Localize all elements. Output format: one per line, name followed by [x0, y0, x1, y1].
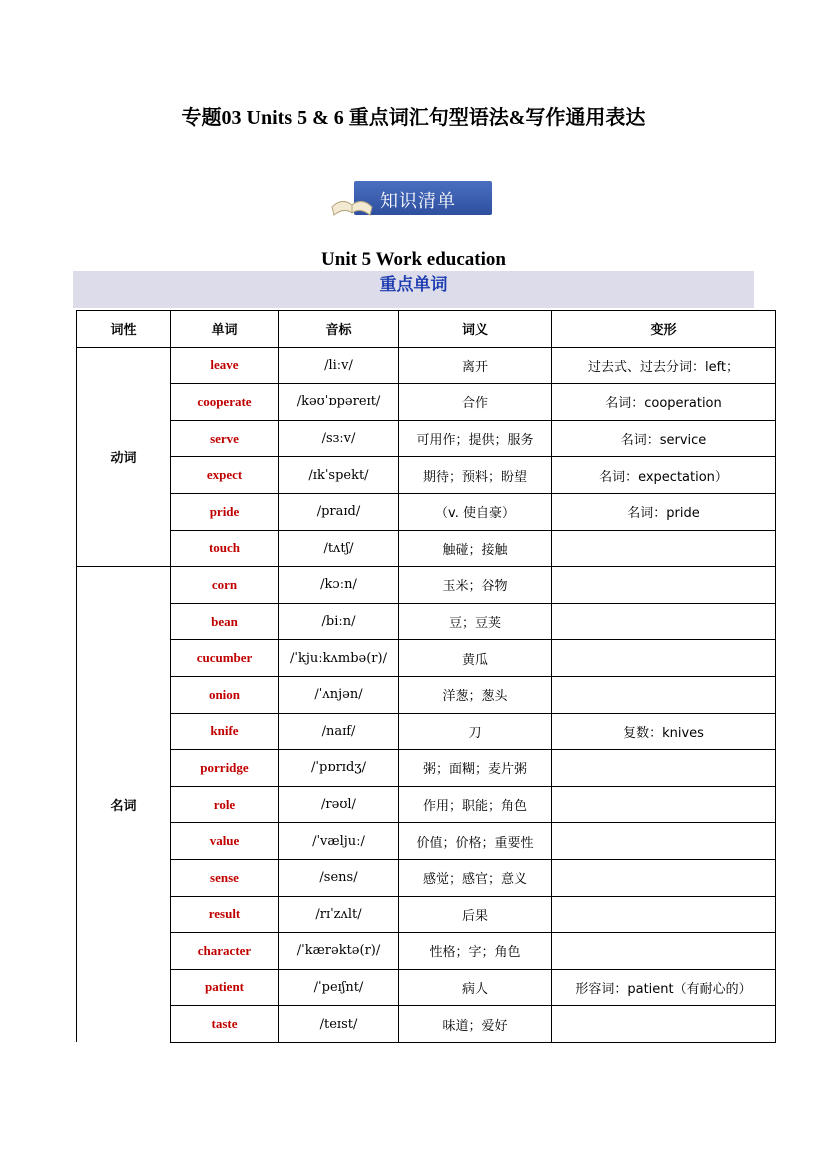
form-cell [552, 786, 776, 823]
form-cell: 名词：service [552, 420, 776, 457]
mean-cell: 性格；字；角色 [399, 933, 552, 970]
word-cell: leave [171, 347, 279, 384]
table-row [77, 676, 776, 713]
word-cell: corn [171, 567, 279, 604]
mean-cell: 合作 [399, 384, 552, 421]
form-cell: 名词：pride [552, 493, 776, 530]
ipa-cell: /ˈʌnjən/ [279, 676, 399, 713]
ipa-cell: /naɪf/ [279, 713, 399, 750]
book-icon [330, 193, 374, 217]
word-cell: character [171, 933, 279, 970]
word-cell: bean [171, 603, 279, 640]
table-body [77, 347, 776, 1042]
ipa-cell: /ˈkærəktə(r)/ [279, 933, 399, 970]
mean-cell: 作用；职能；角色 [399, 786, 552, 823]
mean-cell: 期待；预料；盼望 [399, 457, 552, 494]
table-row [77, 530, 776, 567]
form-cell [552, 896, 776, 933]
form-cell [552, 676, 776, 713]
table-header-row [77, 311, 776, 348]
mean-cell: （v. 使自豪） [399, 493, 552, 530]
word-cell: knife [171, 713, 279, 750]
ipa-cell: /praɪd/ [279, 493, 399, 530]
form-cell [552, 530, 776, 567]
form-cell [552, 603, 776, 640]
word-cell: role [171, 786, 279, 823]
ipa-cell: /ˈvæljuː/ [279, 823, 399, 860]
form-cell [552, 640, 776, 677]
document-title: 专题03 Units 5 & 6 重点词汇句型语法&写作通用表达 [181, 107, 646, 129]
form-cell [552, 823, 776, 860]
word-cell: onion [171, 676, 279, 713]
ipa-cell: /kəʊˈɒpəreɪt/ [279, 384, 399, 421]
table-row [77, 859, 776, 896]
mean-cell: 价值；价格；重要性 [399, 823, 552, 860]
ipa-cell: /rɪˈzʌlt/ [279, 896, 399, 933]
badge-label: 知识清单 [380, 191, 456, 212]
word-cell: pride [171, 493, 279, 530]
ipa-cell: /kɔːn/ [279, 567, 399, 604]
header-pos: 词性 [77, 311, 171, 348]
header-form: 变形 [552, 311, 776, 348]
ipa-cell: /tʌtʃ/ [279, 530, 399, 567]
mean-cell: 离开 [399, 347, 552, 384]
word-cell: taste [171, 1006, 279, 1043]
vocabulary-table [76, 310, 776, 1043]
word-cell: sense [171, 859, 279, 896]
table-row [77, 347, 776, 384]
ipa-cell: /ˈkjuːkʌmbə(r)/ [279, 640, 399, 677]
table-row [77, 1006, 776, 1043]
word-cell: value [171, 823, 279, 860]
form-cell [552, 933, 776, 970]
section-label: 重点单词 [379, 275, 448, 295]
table-row [77, 457, 776, 494]
ipa-cell: /ˈpeɪʃnt/ [279, 969, 399, 1006]
mean-cell: 玉米；谷物 [399, 567, 552, 604]
word-cell: cooperate [171, 384, 279, 421]
header-word: 单词 [171, 311, 279, 348]
form-cell: 形容词：patient（有耐心的） [552, 969, 776, 1006]
table-row [77, 786, 776, 823]
unit-title: Unit 5 Work education [321, 249, 506, 270]
table-row [77, 640, 776, 677]
table-row [77, 603, 776, 640]
form-cell: 名词：expectation） [552, 457, 776, 494]
word-cell: patient [171, 969, 279, 1006]
ipa-cell: /teɪst/ [279, 1006, 399, 1043]
form-cell: 过去式、过去分词：left； [552, 347, 776, 384]
ipa-cell: /liːv/ [279, 347, 399, 384]
knowledge-list-badge [330, 179, 492, 223]
table-row [77, 933, 776, 970]
mean-cell: 黄瓜 [399, 640, 552, 677]
mean-cell: 味道；爱好 [399, 1006, 552, 1043]
word-cell: result [171, 896, 279, 933]
mean-cell: 可用作；提供；服务 [399, 420, 552, 457]
form-cell: 复数：knives [552, 713, 776, 750]
word-cell: touch [171, 530, 279, 567]
mean-cell: 后果 [399, 896, 552, 933]
mean-cell: 触碰；接触 [399, 530, 552, 567]
word-cell: expect [171, 457, 279, 494]
header-meaning: 词义 [399, 311, 552, 348]
table-row [77, 384, 776, 421]
section-header [73, 271, 754, 308]
ipa-cell: /biːn/ [279, 603, 399, 640]
ipa-cell: /rəʊl/ [279, 786, 399, 823]
table-row [77, 896, 776, 933]
mean-cell: 刀 [399, 713, 552, 750]
table-row [77, 713, 776, 750]
form-cell [552, 859, 776, 896]
word-cell: porridge [171, 750, 279, 787]
ipa-cell: /ɪkˈspekt/ [279, 457, 399, 494]
table-row [77, 750, 776, 787]
header-ipa: 音标 [279, 311, 399, 348]
ipa-cell: /sɜːv/ [279, 420, 399, 457]
mean-cell: 粥；面糊；麦片粥 [399, 750, 552, 787]
table-row [77, 823, 776, 860]
form-cell [552, 567, 776, 604]
table-row [77, 567, 776, 604]
table-row [77, 493, 776, 530]
word-cell: serve [171, 420, 279, 457]
mean-cell: 豆；豆荚 [399, 603, 552, 640]
form-cell: 名词：cooperation [552, 384, 776, 421]
mean-cell: 感觉；感官；意义 [399, 859, 552, 896]
table-row [77, 969, 776, 1006]
form-cell [552, 1006, 776, 1043]
pos-cell: 名词 [77, 567, 171, 1043]
ipa-cell: /sens/ [279, 859, 399, 896]
ipa-cell: /ˈpɒrɪdʒ/ [279, 750, 399, 787]
form-cell [552, 750, 776, 787]
table-row [77, 420, 776, 457]
word-cell: cucumber [171, 640, 279, 677]
mean-cell: 病人 [399, 969, 552, 1006]
mean-cell: 洋葱；葱头 [399, 676, 552, 713]
pos-cell: 动词 [77, 347, 171, 567]
